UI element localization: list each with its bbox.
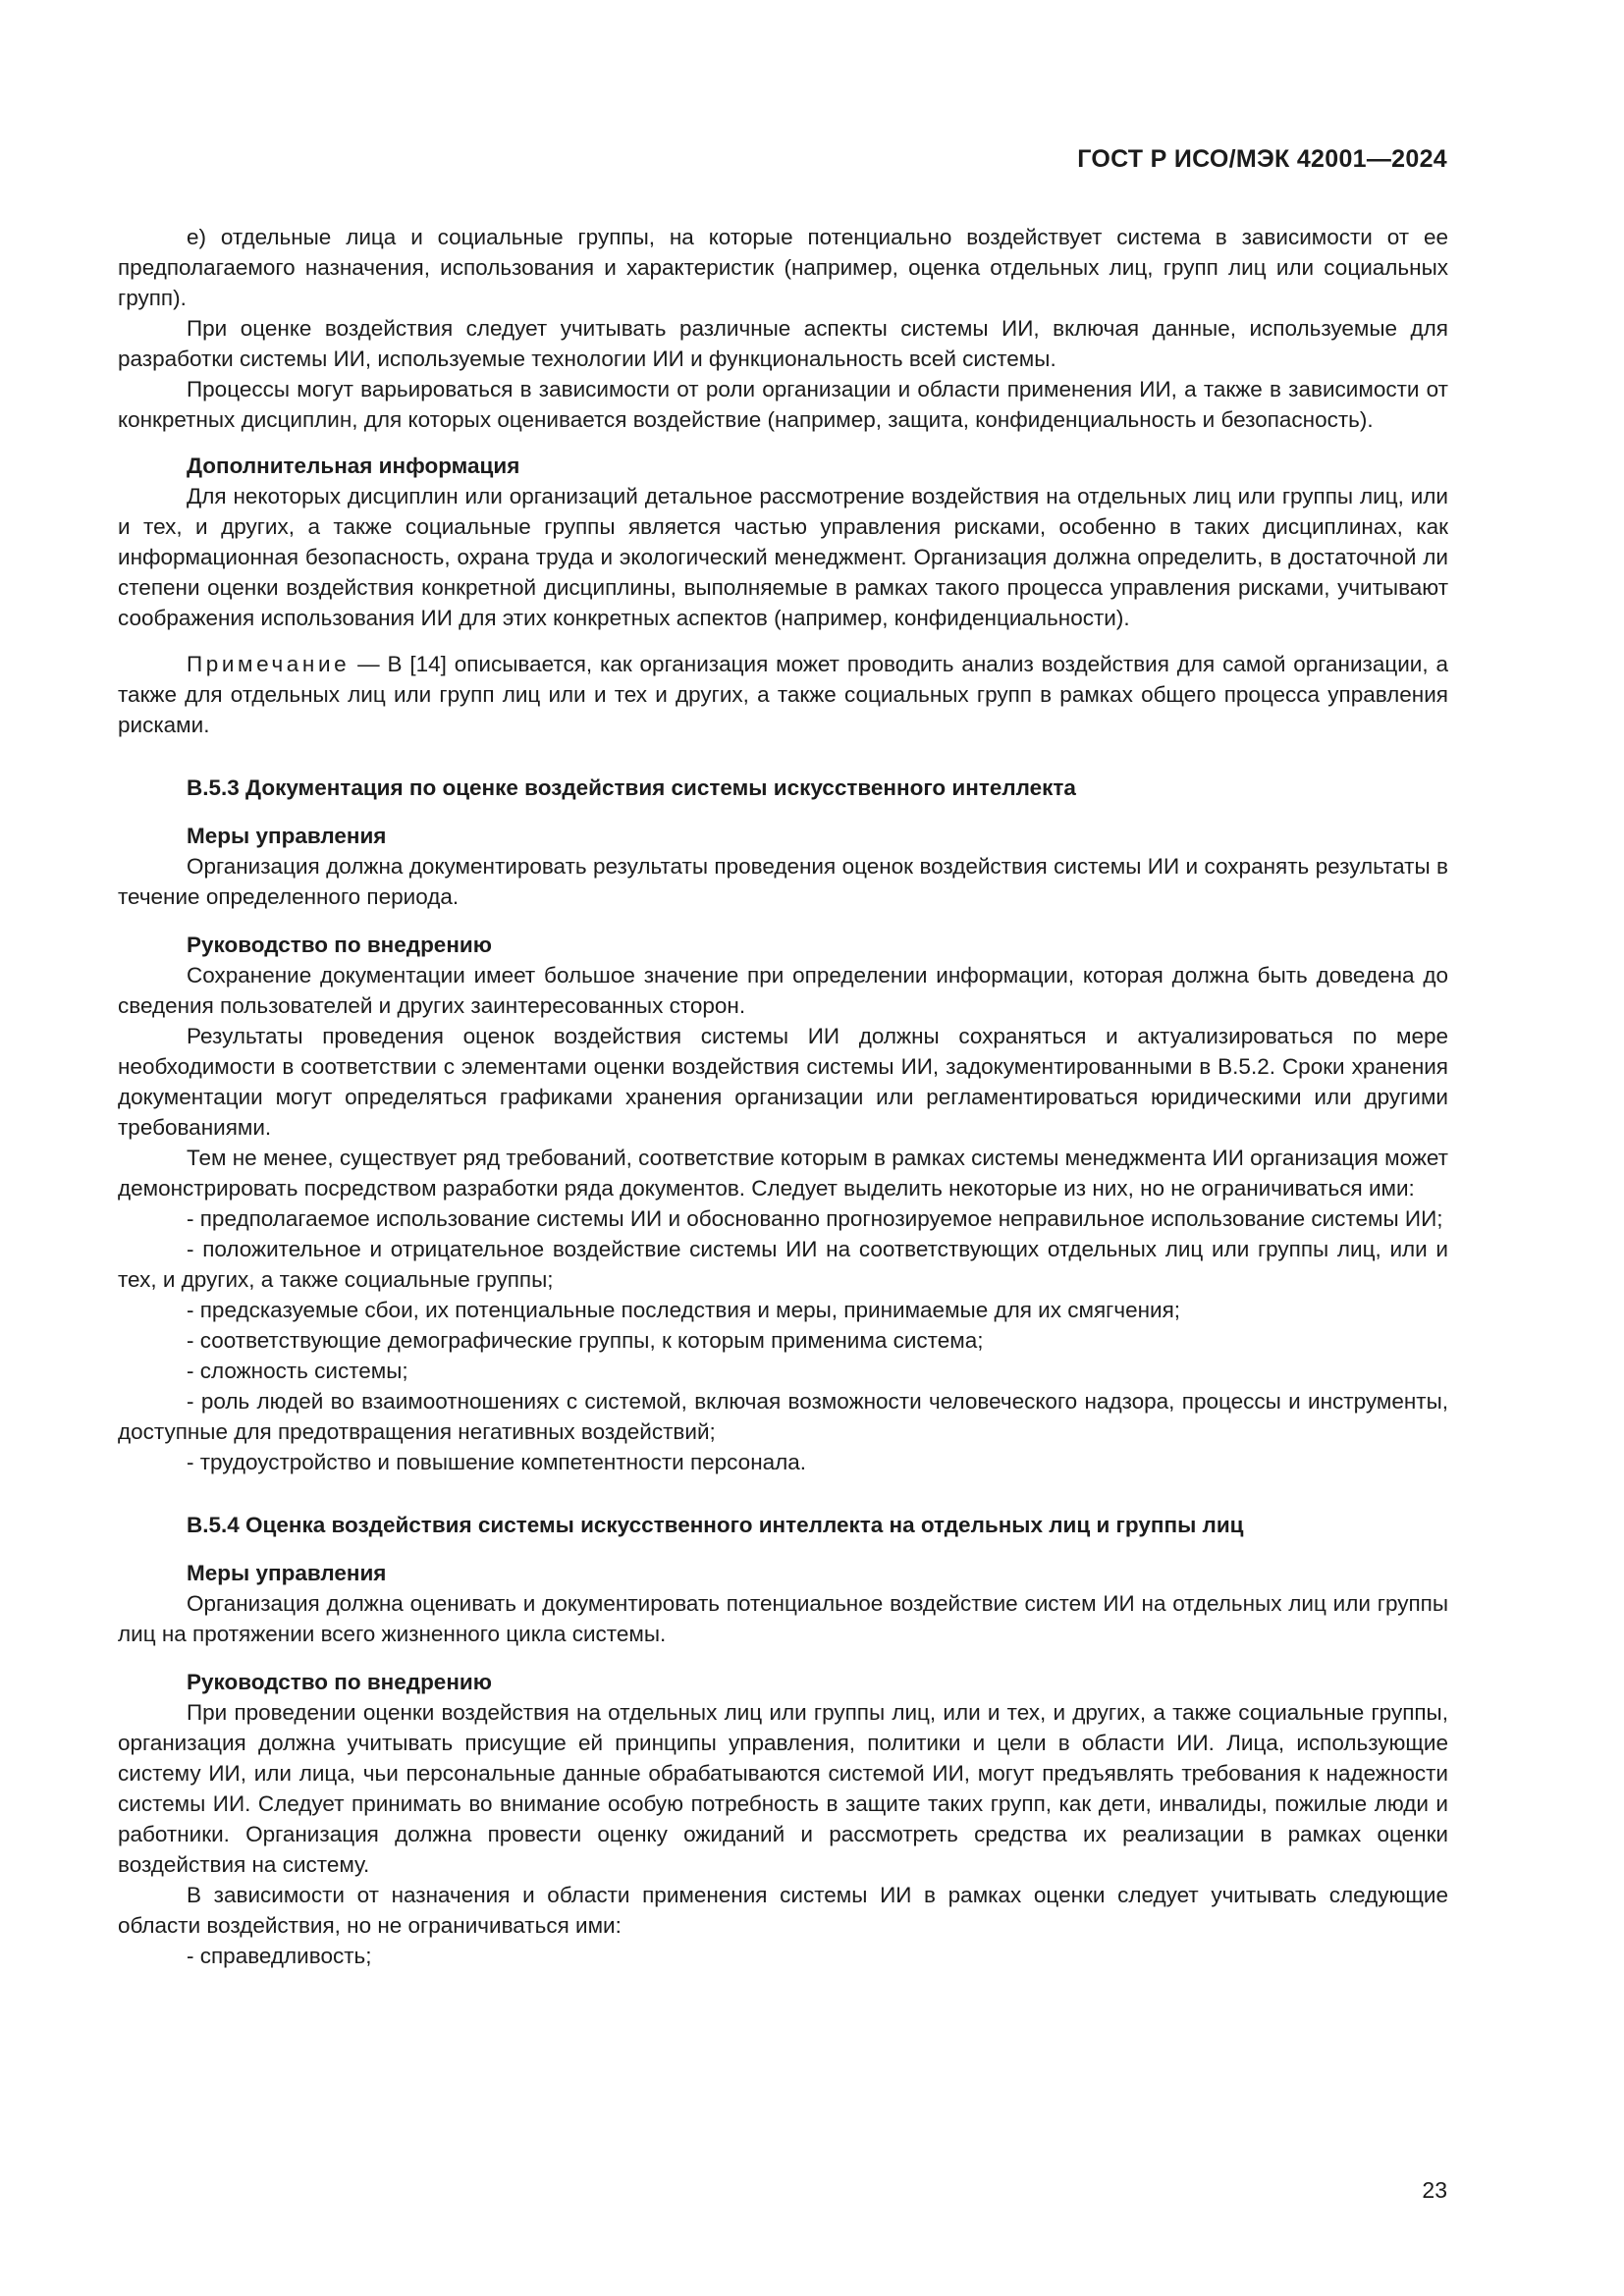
b53-guidance-paragraph: Результаты проведения оценок воздействия системы ИИ должны сохраняться и актуализироваться по мере необходимости в соответствии с элементами оценки воздействия системы ИИ, задокументированными в B.5.2. Сроки хранения документации могут определяться графиками хранения организации или регламентироваться юридическими или другими требованиями. [118,1024,1448,1140]
b54-measures-heading: Меры управления [187,1561,387,1585]
section-b53-title: B.5.3 Документация по оценке воздействия системы искусственного интеллекта [187,775,1076,800]
b53-list-item: - соответствующие демографические группы, к которым применима система; [187,1328,984,1353]
list-item-e: е) отдельные лица и социальные группы, на которые потенциально воздействует система в зависимости от ее предполагаемого назначения, использования и характеристик (например, оценка отдельных лиц, групп лиц или социальных групп). [118,225,1448,310]
note-label: Примечание [187,652,351,676]
b53-list-item: - предсказуемые сбои, их потенциальные последствия и меры, принимаемые для их смягчения; [187,1298,1181,1322]
b53-measures-text: Организация должна документировать результаты проведения оценок воздействия системы ИИ и сохранять результаты в течение определенного периода. [118,854,1448,909]
b53-guidance-paragraph: Тем не менее, существует ряд требований, соответствие которым в рамках системы менеджмента ИИ организация может демонстрировать посредством разработки ряда документов. Следует выделить некоторые из них, но не ограничиваться ими: [118,1146,1448,1201]
b54-measures-text: Организация должна оценивать и документировать потенциальное воздействие систем ИИ на отдельных лиц или группы лиц на протяжении всего жизненного цикла системы. [118,1591,1448,1646]
b53-guidance-heading: Руководство по внедрению [187,933,492,957]
b53-list-item: - положительное и отрицательное воздействие системы ИИ на соответствующих отдельных лиц или группы лиц, или и тех, и других, а также социальные группы; [118,1237,1448,1292]
note-text: В [14] описывается, как организация может проводить анализ воздействия для самой организации, а также для отдельных лиц или групп лиц или и тех и других, а также социальных групп в рамках общего процесса управления рисками. [118,652,1448,737]
b54-guidance-paragraph: В зависимости от назначения и области применения системы ИИ в рамках оценки следует учитывать следующие области воздействия, но не ограничиваться ими: [118,1883,1448,1938]
b53-measures-heading: Меры управления [187,824,387,848]
note-paragraph [118,649,1448,740]
section-b54-title: B.5.4 Оценка воздействия системы искусственного интеллекта на отдельных лиц и группы лиц [187,1513,1244,1537]
b53-list-item: - трудоустройство и повышение компетентности персонала. [187,1450,807,1474]
paragraph: При оценке воздействия следует учитывать различные аспекты системы ИИ, включая данные, используемые для разработки системы ИИ, используемые технологии ИИ и функциональность всей системы. [118,316,1448,371]
b53-list-item: - предполагаемое использование системы ИИ и обоснованно прогнозируемое неправильное использование системы ИИ; [187,1206,1443,1231]
page-number: 23 [1422,2177,1447,2203]
b54-guidance-heading: Руководство по внедрению [187,1670,492,1694]
paragraph: Процессы могут варьироваться в зависимости от роли организации и области применения ИИ, а также в зависимости от конкретных дисциплин, для которых оценивается воздействие (например, защита, конфиденциальность и безопасность). [118,377,1448,432]
b54-guidance-paragraph: При проведении оценки воздействия на отдельных лиц или группы лиц, или и тех, и других, а также социальные группы, организация должна учитывать присущие ей принципы управления, политики и цели в области ИИ. Лица, использующие систему ИИ, или лица, чьи персональные данные обрабатываются системой ИИ, могут предъявлять требования к надежности системы ИИ. Следует принимать во внимание особую потребность в защите таких групп, как дети, инвалиды, пожилые люди и работники. Организация должна провести оценку ожиданий и рассмотреть средства их реализации в рамках оценки воздействия на систему. [118,1700,1448,1877]
b53-list-item: - роль людей во взаимоотношениях с системой, включая возможности человеческого надзора, процессы и инструменты, доступные для предотвращения негативных воздействий; [118,1389,1448,1444]
note-dash: — [350,652,388,676]
additional-info-heading: Дополнительная информация [187,454,520,478]
b54-list-item: - справедливость; [187,1944,372,1968]
additional-info-paragraph: Для некоторых дисциплин или организаций детальное рассмотрение воздействия на отдельных лиц или группы лиц, или и тех, и других, а также социальные группы является частью управления рисками, особенно в таких дисциплинах, как информационная безопасность, охрана труда и экологический менеджмент. Организация должна определить, в достаточной ли степени оценки воздействия конкретной дисциплины, выполняемые в рамках такого процесса управления рисками, учитывают соображения использования ИИ для этих конкретных аспектов (например, конфиденциальности). [118,484,1448,630]
document-header: ГОСТ Р ИСО/МЭК 42001—2024 [1077,145,1447,173]
page-content [118,222,1448,1971]
b53-guidance-paragraph: Сохранение документации имеет большое значение при определении информации, которая должна быть доведена до сведения пользователей и других заинтересованных сторон. [118,963,1448,1018]
b53-list-item: - сложность системы; [187,1359,408,1383]
